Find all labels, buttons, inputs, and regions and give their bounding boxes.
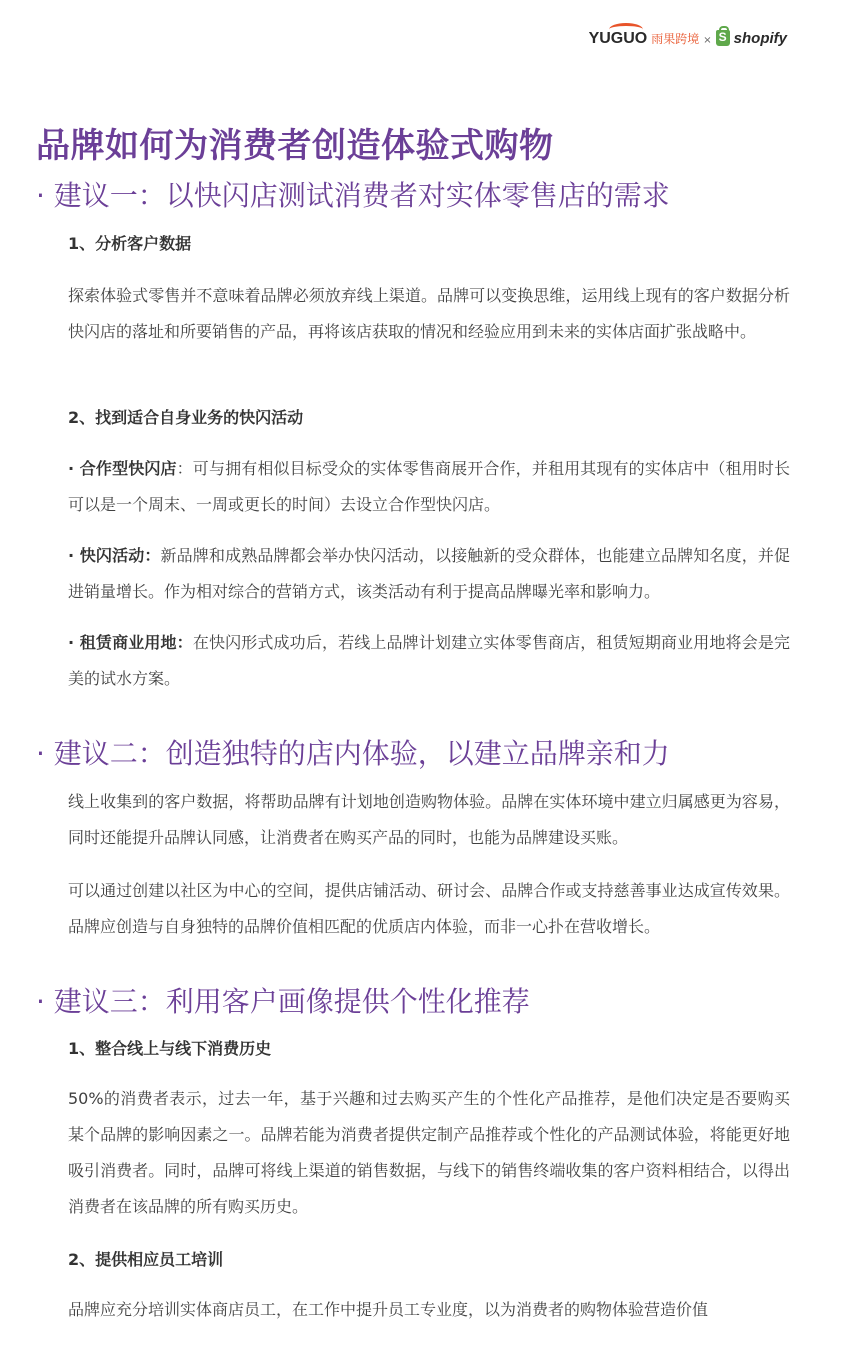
section-1-paragraph-1: 探索体验式零售并不意味着品牌必须放弃线上渠道。品牌可以变换思维，运用线上现有的客户数据分析快闪店的落址和所要销售的产品，再将该店获取的情况和经验应用到未来的实体店面扩张战略中。 — [68, 286, 790, 341]
section-1-subheading-1: 1、分析客户数据 — [68, 234, 192, 253]
brand-logo — [589, 24, 787, 50]
section-2-paragraph-1: 线上收集到的客户数据，将帮助品牌有计划地创造购物体验。品牌在实体环境中建立归属感更为容易，同时还能提升品牌认同感，让消费者在购买产品的同时，也能为品牌建设买账。 — [68, 792, 790, 847]
item-1-text: ：可与拥有相似目标受众的实体零售商展开合作，并租用其现有的实体店中（租用时长可以是一个周末、一周或更长的时间）去设立合作型快闪店。 — [68, 459, 790, 514]
yuguo-logo-text — [589, 25, 648, 49]
yuguo-wordmark: YUGUO — [588, 30, 648, 47]
section-3-paragraph-2: 品牌应充分培训实体商店员工，在工作中提升员工专业度，以为消费者的购物体验营造价值 — [68, 1300, 709, 1319]
item-2-text: 新品牌和成熟品牌都会举办快闪活动，以接触新的受众群体，也能建立品牌知名度，并促进销量增长。作为相对综合的营销方式，该类活动有利于提高品牌曝光率和影响力。 — [68, 546, 790, 601]
section-3-subheading-2: 2、提供相应员工培训 — [68, 1250, 224, 1269]
section-3-heading: · 建议三：利用客户画像提供个性化推荐 — [36, 985, 530, 1018]
section-1-item-2 — [68, 538, 790, 610]
item-3-label: · 租赁商业用地： — [68, 633, 193, 652]
shopify-bag-icon — [716, 30, 730, 46]
page-title: 品牌如何为消费者创造体验式购物 — [36, 126, 554, 166]
section-1-item-1 — [68, 451, 790, 523]
item-1-label: · 合作型快闪店 — [68, 459, 177, 478]
item-3-text: 在快闪形式成功后，若线上品牌计划建立实体零售商店，租赁短期商业用地将会是完美的试水方案。 — [68, 633, 790, 688]
section-3-paragraph-1: 50%的消费者表示，过去一年，基于兴趣和过去购买产生的个性化产品推荐，是他们决定是否要购买某个品牌的影响因素之一。品牌若能为消费者提供定制产品推荐或个性化的产品测试体验，将能更好地吸引消费者。同时，品牌可将线上渠道的销售数据，与线下的销售终端收集的客户资料相结合，以得出消费者在该品牌的所有购买历史。 — [68, 1089, 790, 1216]
section-1-item-3 — [68, 625, 790, 697]
section-2-paragraph-2: 可以通过创建以社区为中心的空间，提供店铺活动、研讨会、品牌合作或支持慈善事业达成宣传效果。品牌应创造与自身独特的品牌价值相匹配的优质店内体验，而非一心扑在营收增长。 — [68, 881, 790, 936]
yuguo-arc-icon — [609, 23, 643, 36]
section-3-subheading-1: 1、整合线上与线下消费历史 — [68, 1039, 272, 1058]
yuguo-cn-text: 雨果跨境 — [651, 32, 700, 46]
section-1-subheading-2: 2、找到适合自身业务的快闪活动 — [68, 408, 304, 427]
section-2-heading: · 建议二：创造独特的店内体验，以建立品牌亲和力 — [36, 737, 670, 770]
collab-times: × — [703, 34, 712, 46]
item-2-label: · 快闪活动： — [68, 546, 161, 565]
shopify-wordmark: shopify — [733, 30, 787, 47]
section-1-heading: · 建议一：以快闪店测试消费者对实体零售店的需求 — [36, 179, 670, 212]
